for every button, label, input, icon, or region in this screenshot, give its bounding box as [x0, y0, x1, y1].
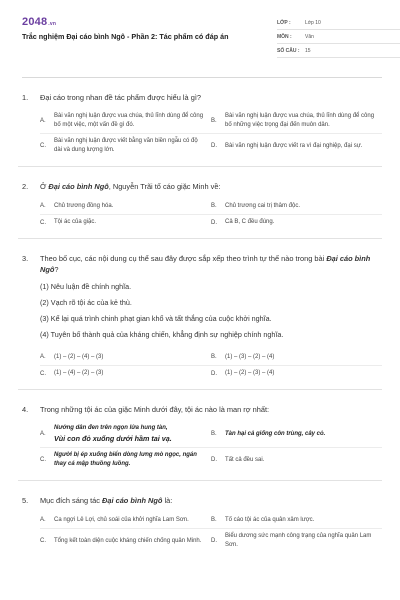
option-letter: D. [211, 538, 217, 544]
option-letter: A. [40, 203, 46, 209]
question-text [22, 181, 382, 192]
option-text: Tố cáo tội ác của quân xâm lược. [225, 516, 315, 523]
statement-list [22, 279, 382, 343]
question-1 [22, 92, 382, 167]
question-text [22, 253, 382, 275]
option-letter: D. [211, 457, 217, 463]
option-b[interactable] [211, 109, 382, 133]
meta-label: MÔN : [277, 33, 292, 40]
question-body [40, 495, 382, 506]
question-number: 2. [22, 182, 29, 191]
options [40, 198, 382, 230]
logo[interactable] [22, 16, 56, 28]
question-body: Trong những tội ác của giặc Minh dưới đây, tội ác nào là man rợ nhất: [40, 405, 270, 414]
statement-item: (2) Vạch rõ tội ác của kẻ thù. [40, 298, 132, 307]
option-text: Người bị ép xuống biển dòng lưng mò ngọc, ngán thay cá mập thuồng luồng. [54, 452, 197, 467]
option-row [40, 512, 382, 528]
option-letter: C. [40, 370, 46, 377]
option-c[interactable] [40, 366, 211, 381]
question-text-post: ? [54, 265, 59, 274]
meta-label: SỐ CÂU : [277, 47, 300, 54]
question-text-post: là: [162, 496, 173, 505]
option-text: Bài văn nghị luận được viết ra vì đại nghiệp, đại sự. [225, 142, 363, 149]
option-row [40, 133, 382, 158]
option-letter: A. [40, 118, 46, 124]
option-row [40, 365, 382, 381]
meta-value: 15 [305, 47, 311, 54]
option-letter: C. [40, 538, 46, 544]
option-line-2: Vùi con đỏ xuống dưới hầm tai vạ. [54, 434, 172, 443]
statement-item: (1) Nêu luận đề chính nghĩa. [40, 282, 132, 291]
option-c[interactable] [40, 134, 211, 158]
option-letter: B. [211, 354, 217, 360]
option-row [40, 198, 382, 214]
option-text: Bài văn nghị luận được vua chúa, thủ lĩnh dùng để công bố những việc trọng đại đến muôn dân. [225, 113, 375, 128]
option-text: Tội ác của giặc. [54, 219, 97, 225]
option-letter: B. [211, 203, 217, 209]
meta-value: Lớp 10 [305, 19, 321, 26]
option-a[interactable] [40, 421, 211, 447]
option-text: (1) – (2) – (3) – (4) [225, 370, 275, 376]
option-text: (1) – (3) – (2) – (4) [225, 353, 275, 360]
option-letter: D. [211, 219, 217, 226]
option-text: Tàn hại cả giống côn trùng, cây cỏ. [225, 430, 326, 437]
option-a[interactable] [40, 109, 211, 133]
question-body: Đại cáo trong nhan đề tác phẩm được hiểu là gì? [40, 93, 201, 102]
option-letter: A. [40, 354, 46, 360]
question-number: 3. [22, 254, 29, 263]
option-letter: A. [40, 431, 46, 437]
header [22, 16, 382, 78]
logo-suffix: .vn [48, 21, 57, 27]
question-text-post: , Nguyễn Trãi tố cáo giặc Minh về: [108, 182, 221, 191]
option-c[interactable] [40, 215, 211, 230]
option-d[interactable] [211, 215, 382, 230]
divider [18, 480, 382, 481]
option-text: (1) – (4) – (2) – (3) [54, 370, 104, 376]
statement-item: (4) Tuyên bố thành quả của kháng chiến, khẳng định sự nghiệp chính nghĩa. [40, 330, 284, 339]
meta-table [277, 16, 400, 58]
work-title: Đại cáo bình Ngô [40, 254, 371, 274]
option-letter: B. [211, 431, 217, 437]
meta-row-class [277, 16, 400, 30]
meta-label: LỚP : [277, 19, 291, 26]
option-letter: D. [211, 370, 217, 377]
option-d[interactable] [211, 366, 382, 381]
question-2 [22, 181, 382, 239]
options [40, 512, 382, 553]
option-b[interactable] [211, 427, 382, 442]
statement-item: (3) Kể lại quá trình chinh phạt gian khổ và tất thắng của cuộc khởi nghĩa. [40, 314, 272, 323]
option-letter: B. [211, 118, 217, 124]
option-text: Cả B, C đều đúng. [225, 219, 275, 225]
question-number: 1. [22, 93, 29, 102]
question-text-pre: Theo bố cục, các nội dung cụ thể sau đây được sắp xếp theo trình tự thế nào trong bài [40, 254, 327, 263]
question-text [22, 495, 382, 506]
page-title: Trắc nghiệm Đại cáo bình Ngô - Phần 2: Tác phẩm có đáp án [22, 32, 229, 41]
divider [18, 166, 382, 167]
option-row [40, 214, 382, 230]
meta-value: Văn [305, 33, 314, 40]
option-text: Ca ngợi Lê Lợi, chủ soái của khởi nghĩa Lam Sơn. [54, 516, 189, 523]
option-letter: A. [40, 517, 46, 523]
option-row [40, 447, 382, 472]
option-a[interactable] [40, 350, 211, 365]
work-title: Đại cáo bình Ngô [102, 496, 163, 505]
option-text: Biểu dương sức mạnh công trạng của nghĩa quân Lam Sơn. [225, 533, 372, 548]
option-text: Tổng kết toàn diện cuộc kháng chiến chống quân Minh. [54, 537, 202, 544]
option-text: (1) – (2) – (4) – (3) [54, 353, 104, 360]
question-body [40, 253, 382, 275]
option-row [40, 109, 382, 133]
options [40, 349, 382, 381]
option-b[interactable] [211, 513, 382, 528]
option-row [40, 349, 382, 365]
question-4 [22, 404, 382, 481]
options [40, 109, 382, 158]
meta-row-subject [277, 30, 400, 44]
question-text [22, 92, 382, 103]
question-number: 5. [22, 496, 29, 505]
divider [18, 238, 382, 239]
work-title: Đại cáo bình Ngô [48, 182, 109, 191]
option-letter: B. [211, 517, 217, 523]
options [40, 421, 382, 472]
option-d[interactable] [211, 529, 382, 553]
logo-text: 2048 [22, 16, 48, 28]
question-body [40, 181, 382, 192]
option-letter: D. [211, 143, 217, 149]
option-text: Bài văn nghị luận được viết bằng văn biền ngẫu có độ dài và dung lượng lớn. [54, 138, 198, 153]
option-d[interactable] [211, 453, 382, 468]
question-5 [22, 495, 382, 553]
option-text: Chủ trương đồng hóa. [54, 202, 114, 209]
option-letter: C. [40, 219, 46, 226]
option-b[interactable] [211, 199, 382, 214]
divider [18, 389, 382, 390]
option-text [54, 424, 178, 444]
option-a[interactable] [40, 513, 211, 528]
option-row [40, 421, 382, 447]
question-text [22, 404, 382, 415]
meta-row-count [277, 44, 400, 58]
question-text-pre: Ở [40, 182, 49, 191]
option-d[interactable] [211, 139, 382, 154]
option-line-1: Nướng dân đen trên ngọn lửa hung tàn, [54, 425, 168, 431]
question-text-pre: Mục đích sáng tác [40, 496, 103, 505]
option-b[interactable] [211, 350, 382, 365]
option-letter: C. [40, 457, 46, 463]
question-3 [22, 253, 382, 390]
option-c[interactable] [40, 448, 211, 472]
option-letter: C. [40, 143, 46, 149]
option-a[interactable] [40, 199, 211, 214]
option-text: Bài văn nghị luận được vua chúa, thủ lĩnh dùng để công bố một việc, một vấn đề gì đó. [54, 113, 204, 128]
option-c[interactable] [40, 534, 211, 549]
option-text: Tất cả đều sai. [225, 456, 265, 463]
option-row [40, 528, 382, 553]
option-text: Chủ trương cai trị thâm độc. [225, 202, 300, 209]
question-number: 4. [22, 405, 29, 414]
